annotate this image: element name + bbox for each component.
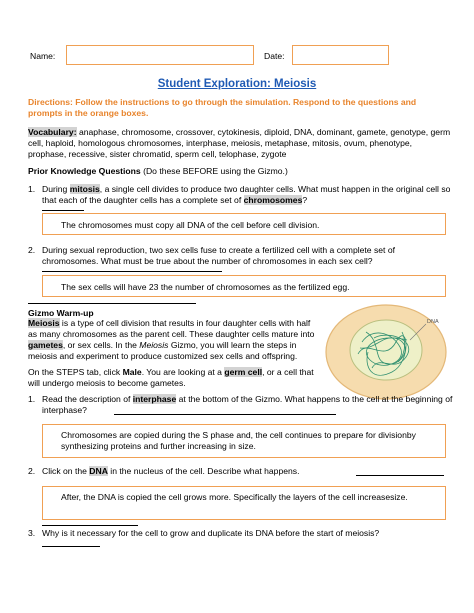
prior-heading-text: Prior Knowledge Questions <box>28 166 141 176</box>
q2-answer: The sex cells will have 23 the number of chromosomes as the fertilized egg. <box>61 282 350 292</box>
q1-pre: During <box>42 184 70 194</box>
q1-highlight-chromosomes: chromosomes <box>243 195 303 205</box>
q1-question <box>42 184 452 206</box>
warmup-paragraph-1 <box>28 318 316 362</box>
warmup-p2b: . You are looking at a <box>141 367 225 377</box>
name-label: Name: <box>30 51 56 61</box>
warmup-p2a: On the STEPS tab, click <box>28 367 123 377</box>
warmup-highlight-meiosis: Meiosis <box>28 318 60 328</box>
w1-question <box>42 394 454 416</box>
date-label: Date: <box>264 51 285 61</box>
prior-note: (Do these BEFORE using the Gizmo.) <box>140 166 288 176</box>
w1-pre: Read the description of <box>42 394 133 404</box>
warmup-heading: Gizmo Warm-up <box>28 308 94 318</box>
germ-cell-illustration <box>322 302 452 402</box>
warmup-highlight-germ-cell: germ cell <box>224 367 263 377</box>
page-title: Student Exploration: Meiosis <box>157 78 317 90</box>
q2-underline <box>42 271 222 272</box>
warmup-p1c: Gizmo, you will learn the steps in meiosis and experiment to produce customized sex cells and offspring. <box>28 340 298 361</box>
vocabulary-label: Vocabulary: <box>28 127 77 137</box>
w1-underline <box>114 414 336 415</box>
warmup-p1b: , or sex cells. In the <box>62 340 140 350</box>
q1-underline <box>42 210 84 211</box>
warmup-p1a: is a type of cell division that results in four daughter cells with half as many chromosomes as the parent cell. These daughter cells mature into <box>28 318 315 339</box>
vocabulary <box>28 127 452 160</box>
w2-pre: Click on the <box>42 466 90 476</box>
warmup-highlight-gametes: gametes <box>28 340 63 350</box>
w2-number: 2. <box>28 466 36 476</box>
q1-post: ? <box>302 195 308 205</box>
w2-question <box>42 466 342 477</box>
w1-highlight-interphase: interphase <box>132 394 177 404</box>
w3-number: 3. <box>28 528 36 538</box>
warmup-p2c: , or a cell that will undergo meiosis to become gametes. <box>28 367 314 388</box>
q2-question: During sexual reproduction, two sex cells fuse to create a fertilized cell with a complete set of chromosomes. What must be true about the number of chromosomes in each sex cell? <box>42 245 395 266</box>
directions: Directions: Follow the instructions to go through the simulation. Respond to the questions and prompts in the orange boxes. <box>28 97 417 118</box>
w3-underline <box>42 546 100 547</box>
q2-number: 2. <box>28 245 36 255</box>
w2-answer: After, the DNA is copied the cell grows more. Specifically the layers of the cell increasesize. <box>61 492 408 502</box>
w3-question: Why is it necessary for the cell to grow and duplicate its DNA before the start of meiosis? <box>42 528 380 538</box>
w2-highlight-dna: DNA <box>89 466 108 476</box>
w1-answer: Chromosomes are copied during the S phase and, the cell continues to prepare for divisionby synthesizing proteins and further increasing in size. <box>61 430 416 451</box>
date-field[interactable] <box>292 45 389 65</box>
dna-label: DNA <box>427 319 439 325</box>
prior-knowledge-heading <box>28 166 288 177</box>
warmup-paragraph-2 <box>28 367 318 389</box>
name-field[interactable] <box>66 45 254 65</box>
w1-number: 1. <box>28 394 36 404</box>
section-divider <box>28 303 196 304</box>
w2-post: in the nucleus of the cell. Describe what happens. <box>107 466 300 476</box>
warmup-p1-italic: Meiosis <box>139 340 169 350</box>
w2-answer-box[interactable] <box>42 486 446 520</box>
q1-answer-box[interactable] <box>42 213 446 235</box>
q1-highlight-mitosis: mitosis <box>69 184 100 194</box>
vocabulary-text: anaphase, chromosome, crossover, cytokinesis, diploid, DNA, dominant, gamete, genotype, germ cell, haploid, homologous chromosomes, interphase, meiosis, metaphase, mitosis, ovum, phenotype, prophase, recessive, sister chromatid, sperm cell, telophase, zygote <box>28 127 451 159</box>
warmup-p2-male: Male <box>122 367 142 377</box>
w2-underline <box>356 475 444 476</box>
q1-mid: , a single cell divides to produce two daughter cells. What must happen in the original cell so that each of the daughter cells has a complete set of <box>42 184 451 205</box>
w1-answer-box[interactable] <box>42 424 446 458</box>
w2-lower-underline <box>42 525 138 526</box>
q1-answer: The chromosomes must copy all DNA of the cell before cell division. <box>61 220 320 230</box>
q1-number: 1. <box>28 184 36 194</box>
w1-post: at the bottom of the Gizmo. What happens to the cell at the beginning of interphase? <box>42 394 453 415</box>
q2-answer-box[interactable] <box>42 275 446 297</box>
